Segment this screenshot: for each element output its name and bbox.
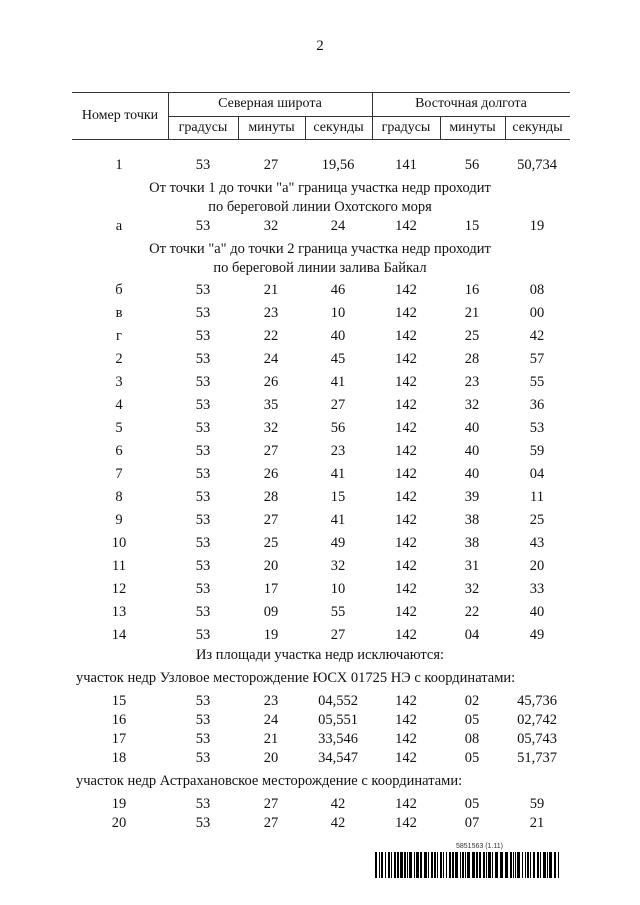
page-number: 2 [316,38,324,54]
coordinate-cell: 35 [263,397,279,413]
barcode-bar [381,852,383,878]
coordinate-cell: 02 [464,693,480,709]
coordinate-cell: 53 [195,627,211,643]
coordinate-cell: 22 [263,328,279,344]
barcode-bar [460,852,461,878]
barcode-bar [540,852,541,878]
coordinate-cell: 53 [195,731,211,747]
coordinate-cell: 20 [263,558,279,574]
coordinate-cell: 142 [395,712,417,728]
coordinate-cell: 41 [330,466,346,482]
barcode-bar [467,852,470,878]
barcode-bar [554,852,556,878]
barcode-bar [443,852,444,878]
coordinate-cell: 08 [464,731,480,747]
coordinate-cell: 142 [395,512,417,528]
point-number-cell: 16 [111,712,127,728]
coordinate-cell: 23 [464,374,480,390]
excluded-area-heading: участок недр Астрахановское месторождение с координатами: [76,773,463,789]
point-number-cell: 10 [111,535,127,551]
barcode-bar [513,852,514,878]
coordinate-cell: 55 [330,604,346,620]
coordinate-cell: 45 [330,351,346,367]
coordinate-cell: 53 [195,305,211,321]
coordinate-cell: 53 [529,420,545,436]
barcode-bar [488,852,491,878]
barcode-bar [543,852,546,878]
barcode-bar [437,852,438,878]
coordinate-cell: 53 [195,815,211,831]
coordinate-cell: 142 [395,443,417,459]
coordinate-cell: 19 [529,218,545,234]
coordinate-cell: 142 [395,731,417,747]
coordinate-cell: 26 [263,374,279,390]
coordinate-cell: 45,736 [517,693,557,709]
header-mid-rule [168,116,570,117]
coordinate-cell: 26 [263,466,279,482]
barcode-bar [379,852,380,878]
point-number-cell: 6 [115,443,123,459]
point-number-cell: 15 [111,693,127,709]
barcode-bar [407,852,408,878]
coordinate-cell: 50,734 [517,157,557,173]
coordinate-cell: 21 [263,282,279,298]
coordinate-cell: 32 [263,218,279,234]
coordinate-cell: 34,547 [318,750,358,766]
barcode-bar [530,852,531,878]
coordinate-cell: 53 [195,750,211,766]
coordinate-cell: 59 [529,796,545,812]
barcode [375,852,565,878]
coordinate-cell: 141 [395,157,417,173]
coordinate-cell: 38 [464,535,480,551]
coordinate-cell: 53 [195,558,211,574]
header-point-number: Номер точки [81,108,159,123]
coordinate-cell: 142 [395,466,417,482]
coordinate-cell: 53 [195,420,211,436]
coordinate-cell: 25 [263,535,279,551]
coordinate-cell: 49 [529,627,545,643]
header-top-rule [72,92,570,93]
point-number-cell: г [116,328,122,344]
coordinate-cell: 142 [395,581,417,597]
coordinate-cell: 43 [529,535,545,551]
coordinate-cell: 42 [529,328,545,344]
barcode-bar [525,852,526,878]
coordinate-cell: 53 [195,351,211,367]
coordinate-cell: 42 [330,796,346,812]
coordinate-cell: 142 [395,420,417,436]
header-lon-degrees: градусы [381,120,431,135]
coordinate-cell: 31 [464,558,480,574]
coordinate-cell: 56 [330,420,346,436]
barcode-bar [500,852,503,878]
coordinate-cell: 142 [395,796,417,812]
coordinate-cell: 53 [195,374,211,390]
coordinate-cell: 41 [330,512,346,528]
coordinate-cell: 04 [529,466,545,482]
coordinate-cell: 23 [263,693,279,709]
header-east-longitude: Восточная долгота [415,96,527,111]
barcode-bar [449,852,451,878]
coordinate-cell: 53 [195,693,211,709]
point-number-cell: в [115,305,123,321]
coordinate-cell: 33,546 [318,731,358,747]
coordinate-cell: 40 [464,466,480,482]
excluded-area-heading: участок недр Узловое месторождение ЮСХ 01725 НЭ с координатами: [76,670,516,686]
barcode-number: 5851563 (1.11) [456,843,503,850]
barcode-bar [476,852,478,878]
coordinate-cell: 53 [195,535,211,551]
coordinate-cell: 32 [263,420,279,436]
barcode-bar [391,852,392,878]
coordinate-cell: 38 [464,512,480,528]
barcode-bar [486,852,487,878]
coordinate-cell: 08 [529,282,545,298]
point-number-cell: 17 [111,731,127,747]
coordinate-cell: 21 [263,731,279,747]
coordinate-cell: 142 [395,535,417,551]
coordinate-cell: 24 [263,351,279,367]
header-lon-minutes: минуты [449,120,496,135]
point-number-cell: 3 [115,374,123,390]
coordinate-cell: 17 [263,581,279,597]
coordinate-cell: 15 [464,218,480,234]
coordinate-cell: 24 [330,218,346,234]
coordinate-cell: 23 [330,443,346,459]
coordinate-cell: 53 [195,282,211,298]
coordinate-cell: 05 [464,750,480,766]
boundary-note: От точки 1 до точки "а" граница участка недр проходит [149,180,491,196]
barcode-bar [465,852,466,878]
barcode-bar [388,852,390,878]
coordinate-cell: 39 [464,489,480,505]
barcode-bar [414,852,415,878]
coordinate-cell: 53 [195,512,211,528]
coordinate-cell: 32 [464,581,480,597]
coordinate-cell: 24 [263,712,279,728]
barcode-bar [549,852,552,878]
coordinate-cell: 27 [263,815,279,831]
coordinate-cell: 53 [195,581,211,597]
coordinate-cell: 40 [529,604,545,620]
coordinate-cell: 28 [263,489,279,505]
coordinate-cell: 25 [529,512,545,528]
coordinate-cell: 27 [330,627,346,643]
coordinate-cell: 25 [464,328,480,344]
coordinate-cell: 27 [263,796,279,812]
coordinate-cell: 142 [395,750,417,766]
coordinate-cell: 42 [330,815,346,831]
point-number-cell: 13 [111,604,127,620]
barcode-bar [515,852,516,878]
barcode-bar [416,852,419,878]
boundary-note: От точки "а" до точки 2 граница участка недр проходит [149,241,491,257]
coordinate-cell: 40 [464,443,480,459]
coordinate-cell: 41 [330,374,346,390]
barcode-bar [547,852,548,878]
coordinate-cell: 20 [529,558,545,574]
coordinate-cell: 53 [195,443,211,459]
coordinate-cell: 142 [395,558,417,574]
point-number-cell: б [115,282,123,298]
barcode-bar [505,852,508,878]
point-number-cell: 5 [115,420,123,436]
point-number-cell: 19 [111,796,127,812]
coordinate-cell: 142 [395,374,417,390]
barcode-bar [558,852,559,878]
coordinate-cell: 33 [529,581,545,597]
coordinate-cell: 15 [330,489,346,505]
barcode-bar [483,852,485,878]
coordinate-cell: 51,737 [517,750,557,766]
coordinate-cell: 16 [464,282,480,298]
coordinate-cell: 00 [529,305,545,321]
barcode-bar [431,852,433,878]
header-lon-seconds: секунды [512,120,563,135]
barcode-bar [455,852,458,878]
point-number-cell: 2 [115,351,123,367]
barcode-bar [446,852,447,878]
barcode-bar [434,852,436,878]
barcode-bar [537,852,539,878]
boundary-note: по береговой линии Охотского моря [208,199,432,215]
coordinate-cell: 19,56 [321,157,355,173]
coordinate-cell: 22 [464,604,480,620]
coordinate-cell: 27 [263,512,279,528]
barcode-bar [527,852,529,878]
point-number-cell: 11 [112,558,126,574]
barcode-bar [510,852,512,878]
boundary-note: Из площади участка недр исключаются: [195,647,445,663]
point-number-cell: 7 [115,466,123,482]
coordinate-cell: 19 [263,627,279,643]
coordinate-cell: 05 [464,796,480,812]
point-number-cell: 1 [115,157,123,173]
barcode-bar [522,852,523,878]
coordinate-cell: 49 [330,535,346,551]
coordinate-cell: 142 [395,351,417,367]
coordinate-cell: 142 [395,604,417,620]
coordinate-cell: 59 [529,443,545,459]
barcode-bar [428,852,429,878]
coordinate-cell: 53 [195,466,211,482]
coordinate-cell: 53 [195,328,211,344]
coordinate-cell: 04 [464,627,480,643]
barcode-bar [462,852,464,878]
coordinate-cell: 53 [195,218,211,234]
coordinate-cell: 20 [263,750,279,766]
point-number-cell: 12 [111,581,127,597]
coordinate-cell: 07 [464,815,480,831]
coordinate-cell: 10 [330,305,346,321]
coordinate-cell: 142 [395,328,417,344]
coordinate-cell: 40 [330,328,346,344]
barcode-bar [400,852,403,878]
coordinate-cell: 05,551 [318,712,358,728]
barcode-bar [492,852,493,878]
barcode-bar [404,852,406,878]
coordinate-cell: 142 [395,815,417,831]
coordinate-cell: 02,742 [517,712,557,728]
barcode-bar [394,852,396,878]
coordinate-cell: 53 [195,604,211,620]
barcode-bar [495,852,498,878]
barcode-bar [424,852,427,878]
coordinate-cell: 05,743 [517,731,557,747]
coordinate-cell: 10 [330,581,346,597]
coordinate-cell: 57 [529,351,545,367]
header-lat-minutes: минуты [248,120,295,135]
coordinate-cell: 142 [395,305,417,321]
coordinate-cell: 142 [395,282,417,298]
barcode-bar [472,852,475,878]
coordinate-cell: 53 [195,397,211,413]
coordinate-cell: 142 [395,627,417,643]
barcode-bar [397,852,399,878]
coordinate-cell: 28 [464,351,480,367]
coordinate-cell: 142 [395,218,417,234]
coordinate-cell: 142 [395,397,417,413]
barcode-bar [479,852,481,878]
coordinate-cell: 32 [464,397,480,413]
coordinate-cell: 32 [330,558,346,574]
point-number-cell: 14 [111,627,127,643]
header-north-latitude: Северная широта [218,96,322,111]
barcode-bar [452,852,454,878]
coordinate-cell: 55 [529,374,545,390]
coordinate-cell: 46 [330,282,346,298]
barcode-bar [533,852,535,878]
coordinate-cell: 40 [464,420,480,436]
coordinate-cell: 53 [195,157,211,173]
coordinate-cell: 27 [330,397,346,413]
header-bottom-rule [72,139,570,140]
barcode-bar [517,852,520,878]
coordinate-cell: 21 [529,815,545,831]
boundary-note: по береговой линии залива Байкал [213,260,427,276]
coordinate-cell: 142 [395,693,417,709]
coordinate-cell: 53 [195,796,211,812]
point-number-cell: 8 [115,489,123,505]
coordinate-cell: 09 [263,604,279,620]
coordinate-cell: 23 [263,305,279,321]
header-lat-degrees: градусы [178,120,228,135]
coordinate-cell: 53 [195,712,211,728]
barcode-bar [385,852,386,878]
coordinate-cell: 05 [464,712,480,728]
coordinate-cell: 04,552 [318,693,358,709]
coordinate-cell: 56 [464,157,480,173]
coordinate-cell: 21 [464,305,480,321]
barcode-bar [440,852,442,878]
header-lat-seconds: секунды [313,120,364,135]
point-number-cell: 9 [115,512,123,528]
coordinate-cell: 36 [529,397,545,413]
coordinate-cell: 27 [263,157,279,173]
barcode-bar [420,852,422,878]
point-number-cell: 4 [115,397,123,413]
point-number-cell: 18 [111,750,127,766]
barcode-bar [375,852,377,878]
point-number-cell: а [115,218,123,234]
point-number-cell: 20 [111,815,127,831]
coordinate-cell: 11 [530,489,544,505]
coordinate-cell: 53 [195,489,211,505]
barcode-bar [409,852,412,878]
coordinate-cell: 142 [395,489,417,505]
coordinate-cell: 27 [263,443,279,459]
